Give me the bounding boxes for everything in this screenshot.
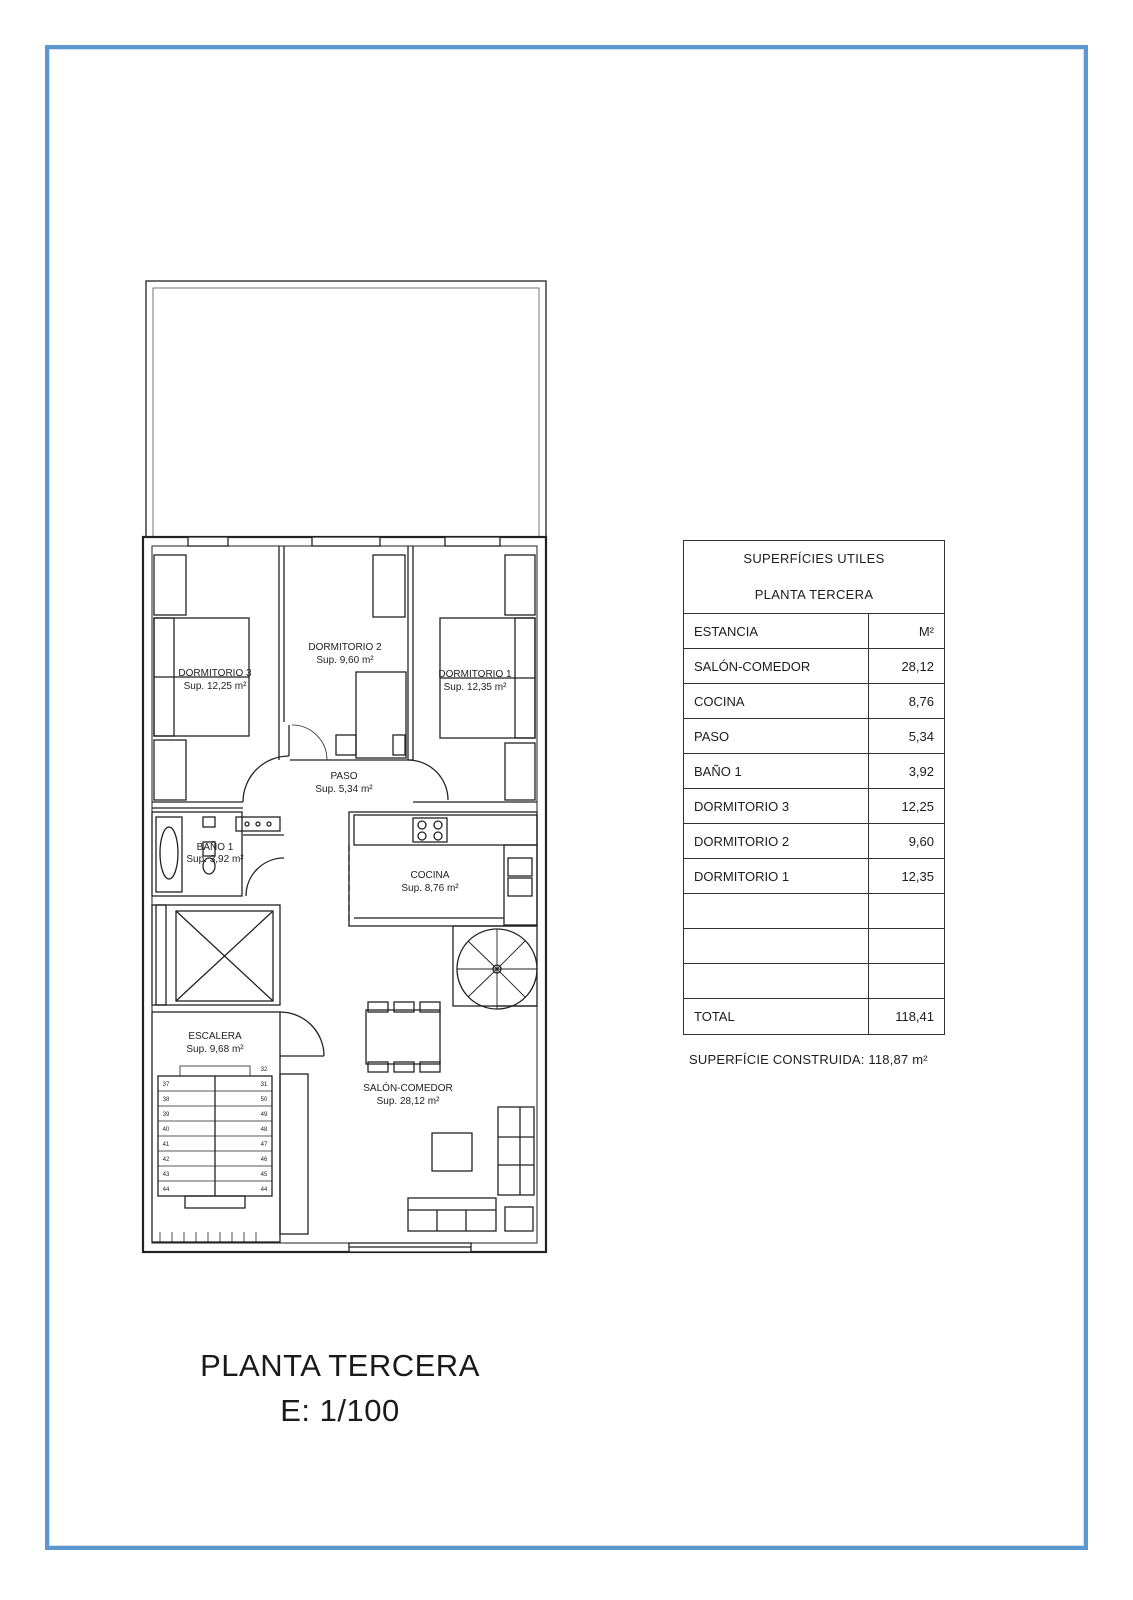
drawing-scale: E: 1/100 bbox=[280, 1393, 400, 1428]
room-area-dormitorio-2: Sup. 9,60 m² bbox=[316, 655, 374, 666]
room-area-paso: Sup. 5,34 m² bbox=[315, 784, 373, 795]
stair-step-number: 48 bbox=[260, 1127, 268, 1133]
room-name-cell: DORMITORIO 1 bbox=[684, 859, 868, 894]
table-header-row bbox=[684, 614, 944, 649]
room-name-cell: SALÓN-COMEDOR bbox=[684, 649, 868, 684]
total-value: 118,41 bbox=[868, 999, 944, 1034]
stair-step-number: 39 bbox=[162, 1112, 170, 1118]
table-row bbox=[684, 719, 944, 754]
empty-table-row bbox=[684, 894, 944, 929]
room-area-cocina: Sup. 8,76 m² bbox=[401, 883, 459, 894]
column-header-estancia: ESTANCIA bbox=[684, 614, 868, 649]
stair-step-number: 37 bbox=[162, 1082, 170, 1088]
room-area-cell: 8,76 bbox=[868, 684, 944, 719]
room-area-cell: 28,12 bbox=[868, 649, 944, 684]
surfaces-table-subtitle: PLANTA TERCERA bbox=[754, 587, 874, 602]
stair-step-number: 42 bbox=[162, 1157, 170, 1163]
empty-table-row bbox=[684, 964, 944, 999]
room-label-cocina: COCINA bbox=[410, 870, 450, 881]
built-surface-note: SUPERFÍCIE CONSTRUIDA: 118,87 m² bbox=[689, 1052, 928, 1067]
stair-step-number: 45 bbox=[260, 1172, 268, 1178]
room-area-salon-comedor: Sup. 28,12 m² bbox=[376, 1096, 440, 1107]
table-row bbox=[684, 824, 944, 859]
terrace-outline bbox=[146, 281, 546, 537]
table-row bbox=[684, 754, 944, 789]
room-area-dormitorio-3: Sup. 12,25 m² bbox=[183, 681, 247, 692]
room-area-cell: 9,60 bbox=[868, 824, 944, 859]
table-row bbox=[684, 649, 944, 684]
stair-step-number: 40 bbox=[162, 1127, 170, 1133]
room-label-dormitorio-1: DORMITORIO 1 bbox=[438, 669, 512, 680]
room-name-cell: DORMITORIO 3 bbox=[684, 789, 868, 824]
stair-step-number: 46 bbox=[260, 1157, 268, 1163]
empty-table-row bbox=[684, 929, 944, 964]
room-name-cell: PASO bbox=[684, 719, 868, 754]
room-name-cell: COCINA bbox=[684, 684, 868, 719]
stair-step-number: 31 bbox=[260, 1082, 268, 1088]
room-area-cell: 12,35 bbox=[868, 859, 944, 894]
stair-step-number: 32 bbox=[260, 1067, 268, 1073]
room-area-cell: 3,92 bbox=[868, 754, 944, 789]
stair-step-number: 44 bbox=[260, 1187, 268, 1193]
room-area-escalera: Sup. 9,68 m² bbox=[186, 1044, 244, 1055]
stair-step-number: 50 bbox=[260, 1097, 268, 1103]
room-label-salon-comedor: SALÓN-COMEDOR bbox=[363, 1083, 453, 1094]
room-area-cell: 5,34 bbox=[868, 719, 944, 754]
drawing-title: PLANTA TERCERA bbox=[200, 1348, 480, 1383]
stair-step-number: 44 bbox=[162, 1187, 170, 1193]
stair-step-number: 47 bbox=[260, 1142, 268, 1148]
room-name-cell: DORMITORIO 2 bbox=[684, 824, 868, 859]
table-row bbox=[684, 684, 944, 719]
stair-step-number: 49 bbox=[260, 1112, 268, 1118]
room-name-cell: BAÑO 1 bbox=[684, 754, 868, 789]
room-label-bano-1: BAÑO 1 bbox=[196, 842, 234, 853]
stair-step-number: 43 bbox=[162, 1172, 170, 1178]
surfaces-table bbox=[683, 540, 945, 1035]
total-label: TOTAL bbox=[684, 999, 868, 1034]
room-area-cell: 12,25 bbox=[868, 789, 944, 824]
room-label-escalera: ESCALERA bbox=[188, 1031, 242, 1042]
table-total-row bbox=[684, 999, 944, 1034]
surfaces-table-title: SUPERFÍCIES UTILES bbox=[743, 551, 885, 566]
room-label-dormitorio-3: DORMITORIO 3 bbox=[178, 668, 252, 679]
table-row bbox=[684, 789, 944, 824]
stair-step-number: 38 bbox=[162, 1097, 170, 1103]
table-row bbox=[684, 859, 944, 894]
room-area-dormitorio-1: Sup. 12,35 m² bbox=[443, 682, 507, 693]
room-area-bano-1: Sup. 3,92 m² bbox=[186, 854, 244, 865]
column-header-m2: M² bbox=[868, 614, 944, 649]
stair-step-number: 41 bbox=[162, 1142, 170, 1148]
room-label-dormitorio-2: DORMITORIO 2 bbox=[308, 642, 382, 653]
room-label-paso: PASO bbox=[330, 771, 358, 782]
